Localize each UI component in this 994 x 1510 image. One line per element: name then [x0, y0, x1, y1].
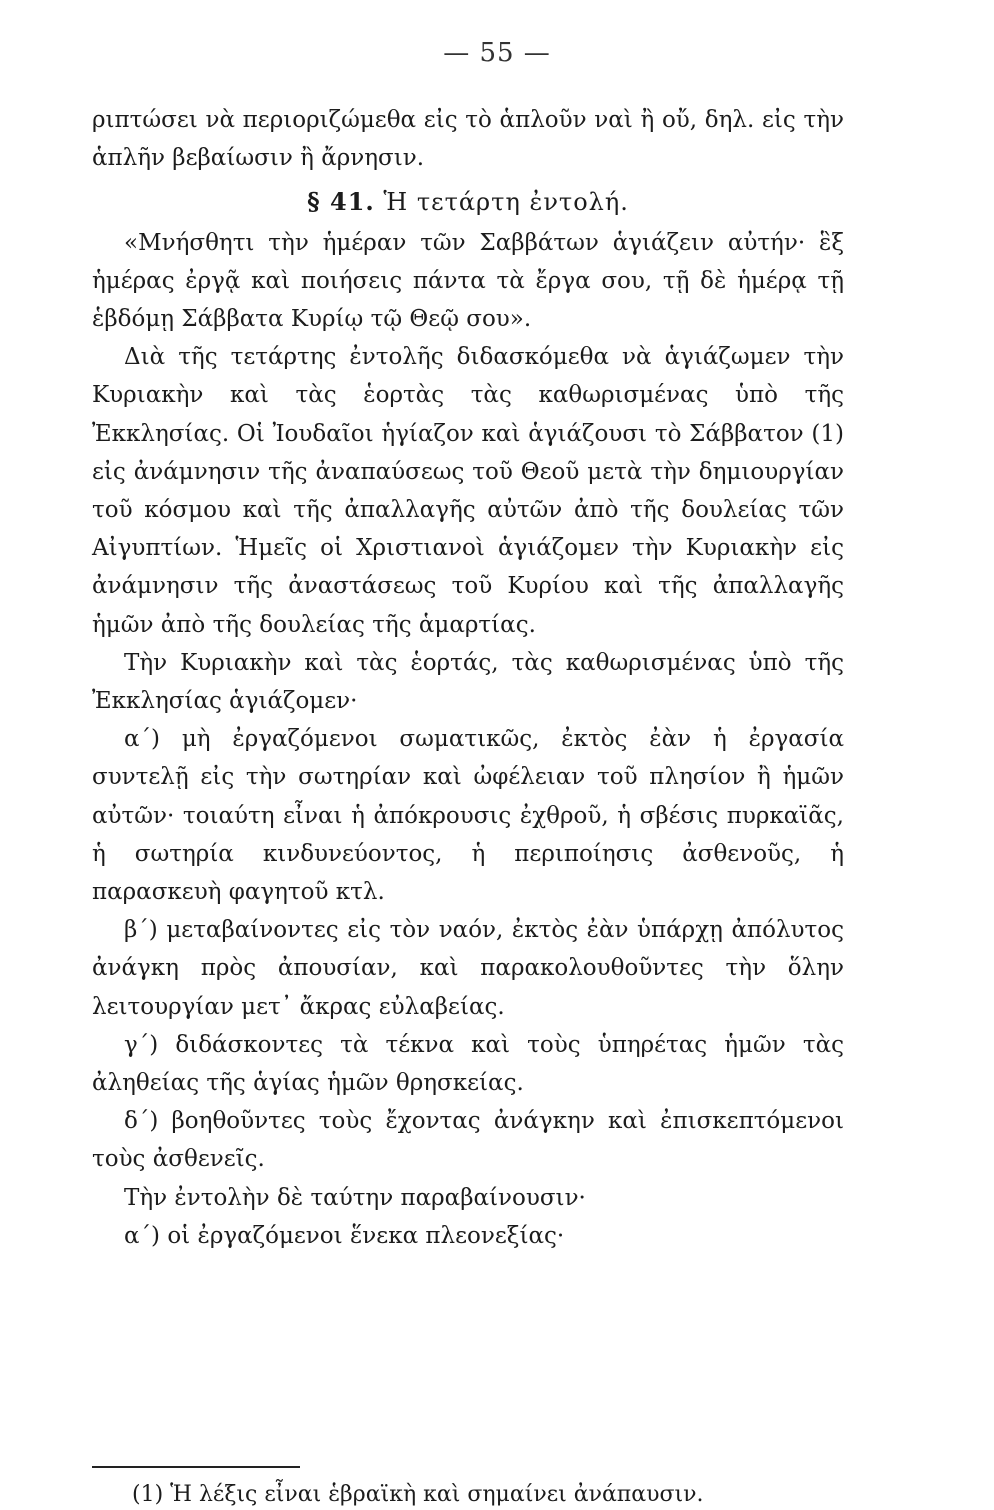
continuation-paragraph: ριπτώσει νὰ περιοριζώμεθα εἰς τὸ ἁπλοῦν ναὶ ἢ οὔ, δηλ. εἰς τὴν ἁπλῆν βεβαίωσιν ἢ ἄρνησιν. — [92, 107, 844, 172]
list-item-c: γ΄) διδάσκοντες τὰ τέκνα καὶ τοὺς ὑπηρέτας ἡμῶν τὰς ἀληθείας τῆς ἁγίας ἡμῶν θρησκείας. — [92, 1031, 844, 1097]
violation-item-a: α΄) οἱ ἐργαζόμενοι ἕνεκα πλεονεξίας· — [124, 1222, 565, 1249]
list-item-d: δ΄) βοηθοῦντες τοὺς ἔχοντας ἀνάγκην καὶ ἐπισκεπτόμενοι τοὺς ἀσθενεῖς. — [92, 1108, 844, 1173]
section-number: § 41. — [307, 187, 375, 217]
section-heading — [92, 183, 844, 221]
how-to-keep-intro: Τὴν Κυριακὴν καὶ τὰς ἑορτάς, τὰς καθωρισμένας ὑπὸ τῆς Ἐκκλησίας ἁγιάζομεν· — [92, 649, 844, 715]
page-number: — 55 — — [443, 38, 551, 68]
violation-intro: Τὴν ἐντολὴν δὲ ταύτην παραβαίνουσιν· — [124, 1184, 586, 1211]
section-title: Ἡ τετάρτη ἐντολή. — [383, 188, 629, 217]
explanation-paragraph: Διὰ τῆς τετάρτης ἐντολῆς διδασκόμεθα νὰ ἁγιάζωμεν τὴν Κυριακὴν καὶ τὰς ἑορτὰς τὰς καθωρισμένας ὑπὸ τῆς Ἐκκλησίας. Οἱ Ἰουδαῖοι ἡγίαζον καὶ ἁγιάζουσι τὸ Σάββατον (1) εἰς ἀνάμνησιν τῆς ἀναπαύσεως τοῦ Θεοῦ μετὰ τὴν δημιουργίαν τοῦ κόσμου καὶ τῆς ἀπαλλαγῆς αὐτῶν ἀπὸ τῆς δουλείας τῶν Αἰγυπτίων. Ἡμεῖς οἱ Χριστιανοὶ ἁγιάζομεν τὴν Κυριακὴν εἰς ἀνάμνησιν τῆς ἀναστάσεως τοῦ Κυρίου καὶ τῆς ἀπαλλαγῆς ἡμῶν ἀπὸ τῆς δουλείας τῆς ἁμαρτίας. — [92, 344, 844, 638]
footnote: (1) Ἡ λέξις εἶναι ἑβραϊκὴ καὶ σημαίνει ἀνάπαυσιν. — [132, 1482, 704, 1507]
commandment-quote: «Μνήσθητι τὴν ἡμέραν τῶν Σαββάτων ἁγιάζειν αὐτήν· ἓξ ἡμέρας ἐργᾷ καὶ ποιήσεις πάντα τὰ ἔργα σου, τῇ δὲ ἡμέρᾳ τῇ ἑβδόμῃ Σάββατα Κυρίῳ τῷ Θεῷ σου». — [92, 229, 844, 333]
list-item-b: β΄) μεταβαίνοντες εἰς τὸν ναόν, ἐκτὸς ἐὰν ὑπάρχῃ ἀπόλυτος ἀνάγκη πρὸς ἀπουσίαν, καὶ παρακολουθοῦντες τὴν ὅλην λειτουργίαν μετ᾽ ἄκρας εὐλαβείας. — [92, 917, 844, 1020]
footnote-rule — [92, 1466, 300, 1468]
list-item-a: α΄) μὴ ἐργαζόμενοι σωματικῶς, ἐκτὸς ἐὰν ἡ ἐργασία συντελῇ εἰς τὴν σωτηρίαν καὶ ὠφέλειαν τοῦ πλησίον ἢ ἡμῶν αὐτῶν· τοιαύτη εἶναι ἡ ἀπόκρουσις ἐχθροῦ, ἡ σβέσις πυρκαϊᾶς, ἡ σωτηρία κινδυνεύοντος, ἡ περιποίησις ἀσθενοῦς, ἡ παρασκευὴ φαγητοῦ κτλ. — [92, 726, 844, 906]
body-text — [92, 101, 844, 1255]
